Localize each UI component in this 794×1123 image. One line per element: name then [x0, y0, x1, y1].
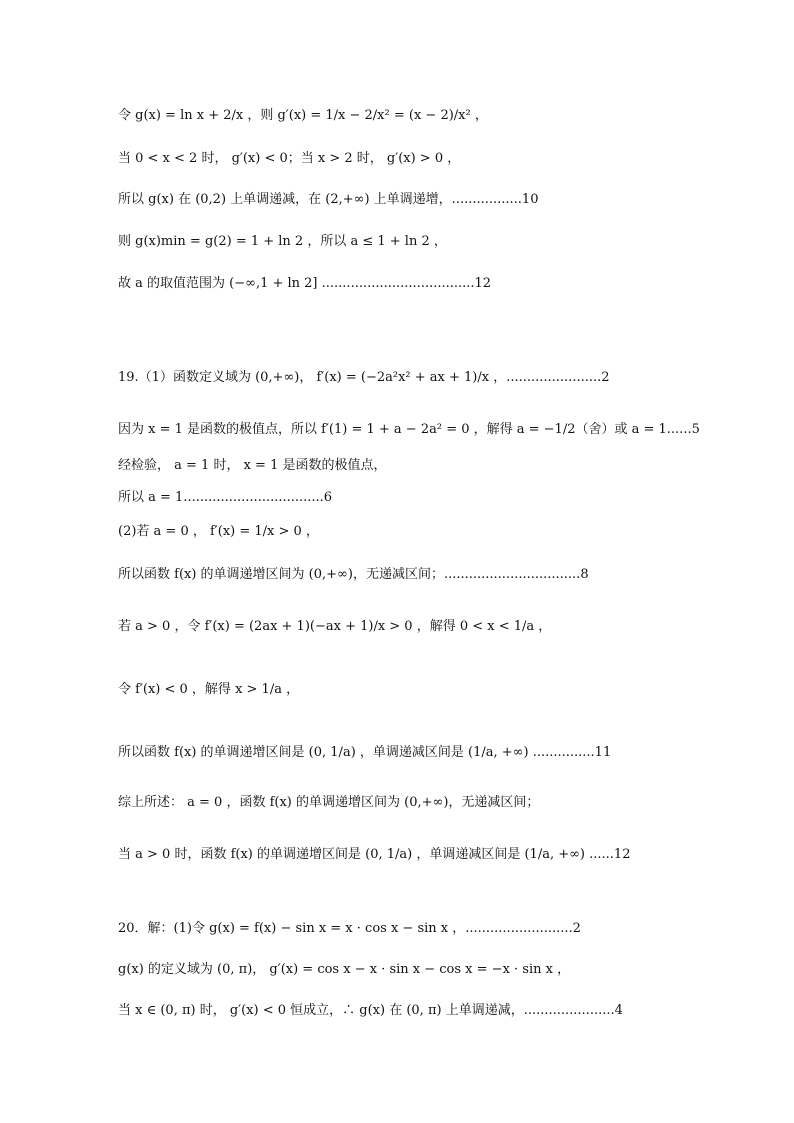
text-line-6: 19.（1）函数定义域为 (0,+∞)， f′(x) = (−2a²x² + ax + 1)/x ，.......................2 — [118, 370, 610, 385]
text-line-10: (2)若 a = 0 ， f′(x) = 1/x > 0 ， — [118, 524, 319, 539]
text-line-13: 令 f′(x) < 0 ，解得 x > 1/a ， — [118, 682, 300, 697]
text-line-5: 故 a 的取值范围为 (−∞,1 + ln 2] .....................................12 — [118, 276, 492, 291]
text-line-4: 则 g(x)min = g(2) = 1 + ln 2 ，所以 a ≤ 1 + ln 2 ， — [118, 234, 447, 249]
text-line-18: g(x) 的定义域为 (0, π)， g′(x) = cos x − x · sin x − cos x = −x · sin x ， — [118, 962, 571, 977]
text-line-16: 当 a > 0 时，函数 f(x) 的单调递增区间是 (0, 1/a) ，单调递减区间是 (1/a, +∞) ......12 — [118, 847, 631, 862]
text-line-17: 20．解：(1)令 g(x) = f(x) − sin x = x · cos x − sin x ，..........................2 — [118, 921, 581, 936]
text-line-1: 令 g(x) = ln x + 2/x ，则 g′(x) = 1/x − 2/x² = (x − 2)/x² ， — [118, 108, 488, 123]
text-line-7: 因为 x = 1 是函数的极值点，所以 f′(1) = 1 + a − 2a² = 0 ，解得 a = −1/2（舍）或 a = 1......5 — [118, 422, 700, 437]
text-line-15: 综上所述： a = 0 ，函数 f(x) 的单调递增区间为 (0,+∞)，无递减区间； — [118, 795, 540, 810]
text-line-14: 所以函数 f(x) 的单调递增区间是 (0, 1/a) ，单调递减区间是 (1/a, +∞) ...............11 — [118, 745, 612, 760]
text-line-3: 所以 g(x) 在 (0,2) 上单调递减，在 (2,+∞) 上单调递增，.................10 — [118, 192, 539, 207]
text-line-2: 当 0 < x < 2 时， g′(x) < 0；当 x > 2 时， g′(x) > 0 ， — [118, 151, 461, 166]
text-line-11: 所以函数 f(x) 的单调递增区间为 (0,+∞)，无递减区间；.................................8 — [118, 567, 589, 582]
text-line-19: 当 x ∈ (0, π) 时， g′(x) < 0 恒成立，∴ g(x) 在 (0, π) 上单调递减，......................4 — [118, 1003, 623, 1018]
text-line-12: 若 a > 0 ，令 f′(x) = (2ax + 1)(−ax + 1)/x > 0 ，解得 0 < x < 1/a ， — [118, 619, 552, 634]
text-line-9: 所以 a = 1..................................6 — [118, 490, 333, 505]
text-line-8: 经检验， a = 1 时， x = 1 是函数的极值点， — [118, 458, 387, 473]
